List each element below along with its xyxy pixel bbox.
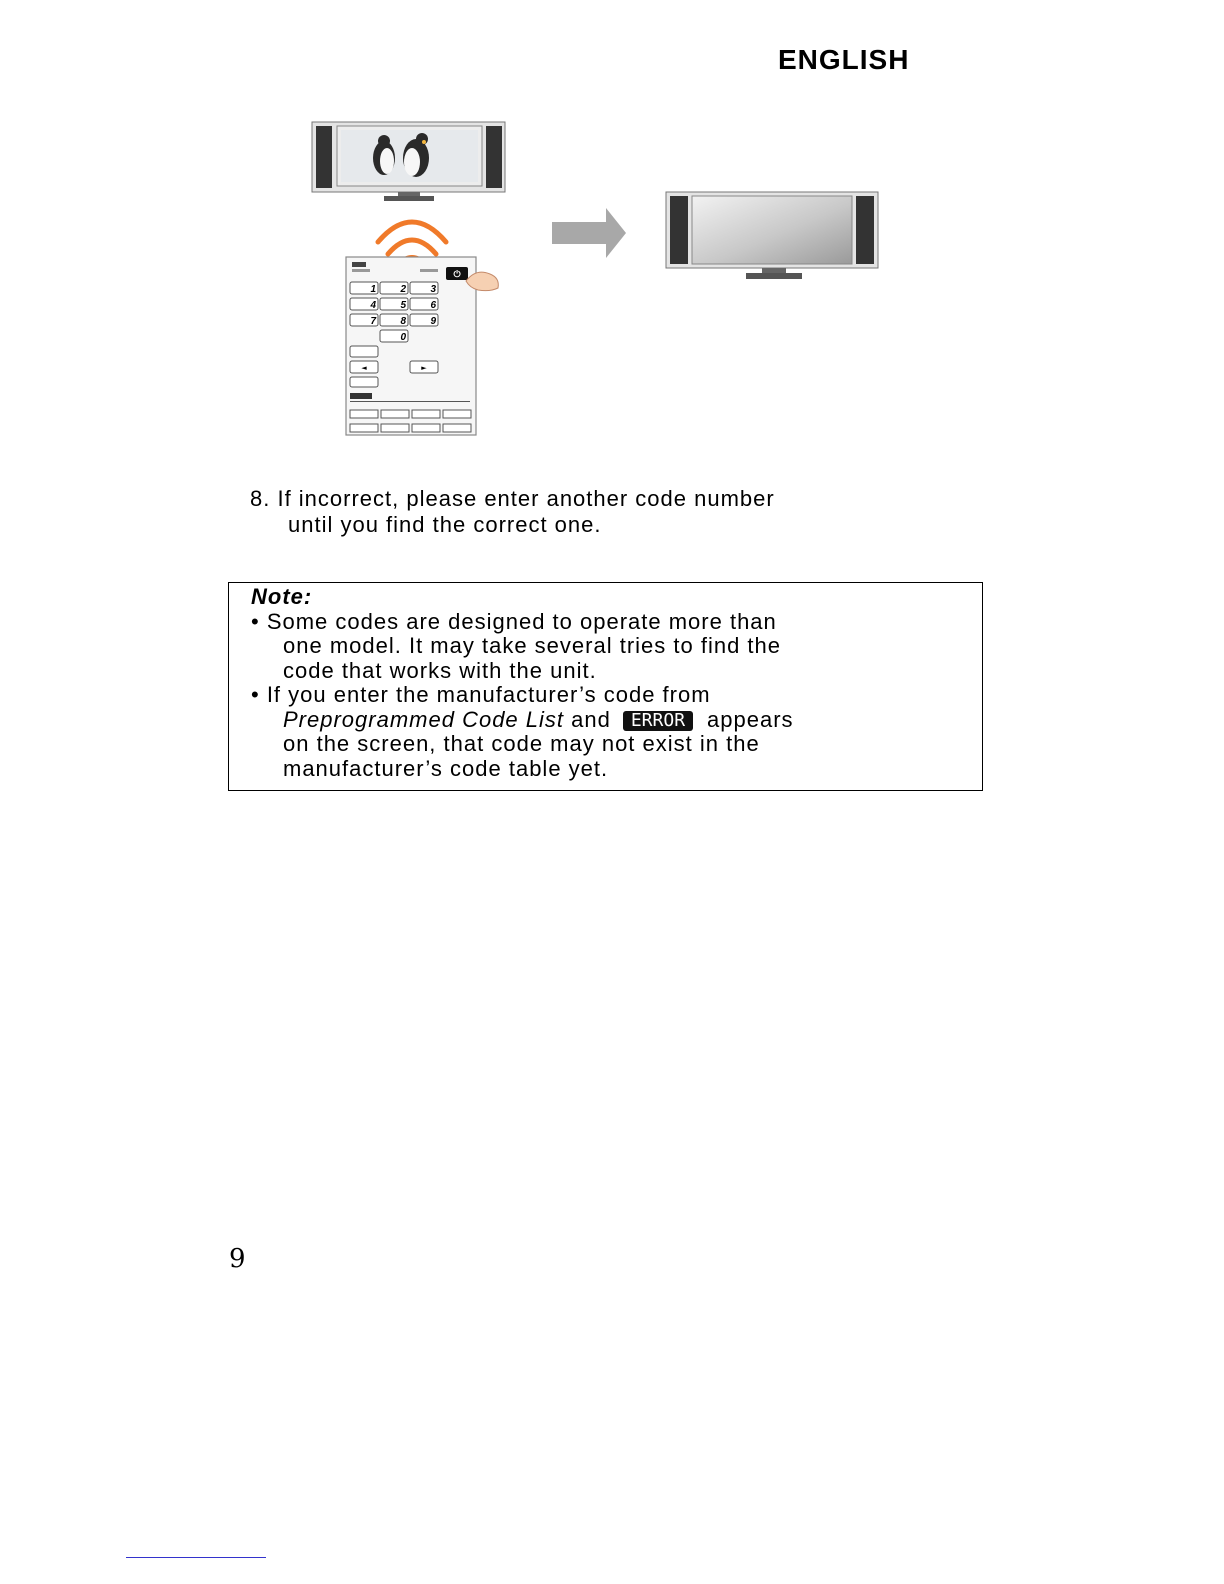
svg-text:8: 8 (400, 316, 406, 327)
step-8-text (250, 486, 775, 538)
svg-text:0: 0 (400, 332, 406, 343)
svg-text:3: 3 (430, 284, 436, 295)
svg-text:5: 5 (400, 300, 406, 311)
footnote-divider (126, 1557, 266, 1558)
note-bullet-2-line-2 (251, 708, 981, 733)
remote-control-icon (346, 257, 476, 435)
svg-text:7: 7 (370, 316, 376, 327)
svg-text:6: 6 (430, 300, 436, 311)
note-bullet-1-line-2: one model. It may take several tries to find the (283, 633, 782, 658)
tv-off-icon (666, 192, 878, 279)
note-bullet-2-line-1: • If you enter the manufacturer’s code from (251, 682, 711, 707)
code-list-reference: Preprogrammed Code List (283, 706, 565, 732)
language-heading: ENGLISH (778, 44, 910, 75)
note-bullet-1-line-3: code that works with the unit. (283, 657, 597, 683)
conjunction-text: and (564, 706, 611, 732)
step-8-line-2: until you find the correct one. (288, 512, 602, 537)
note-box (228, 582, 983, 791)
note-bullet-1-line-1: • Some codes are designed to operate more than (251, 608, 777, 634)
note-bullet-2-line-4: manufacturer’s code table yet. (283, 755, 609, 781)
svg-text:4: 4 (370, 300, 376, 311)
arrow-right-icon (552, 208, 626, 258)
tv-on-icon (312, 122, 505, 201)
step-8-line-1: 8. If incorrect, please enter another code number (250, 486, 775, 511)
svg-text:9: 9 (430, 316, 436, 327)
setup-illustration (0, 0, 1224, 470)
appears-text: appears (707, 706, 794, 732)
note-bullet-2-line-3: on the screen, that code may not exist in the (283, 731, 760, 756)
note-title: Note: (251, 584, 313, 609)
svg-text:⏻: ⏻ (453, 269, 461, 279)
svg-text:2: 2 (400, 284, 406, 295)
page-number: 9 (229, 1244, 246, 1274)
svg-text:1: 1 (370, 284, 376, 295)
svg-text:►: ► (421, 364, 427, 372)
error-badge: ERROR (623, 711, 693, 731)
svg-text:◄: ◄ (361, 364, 367, 372)
